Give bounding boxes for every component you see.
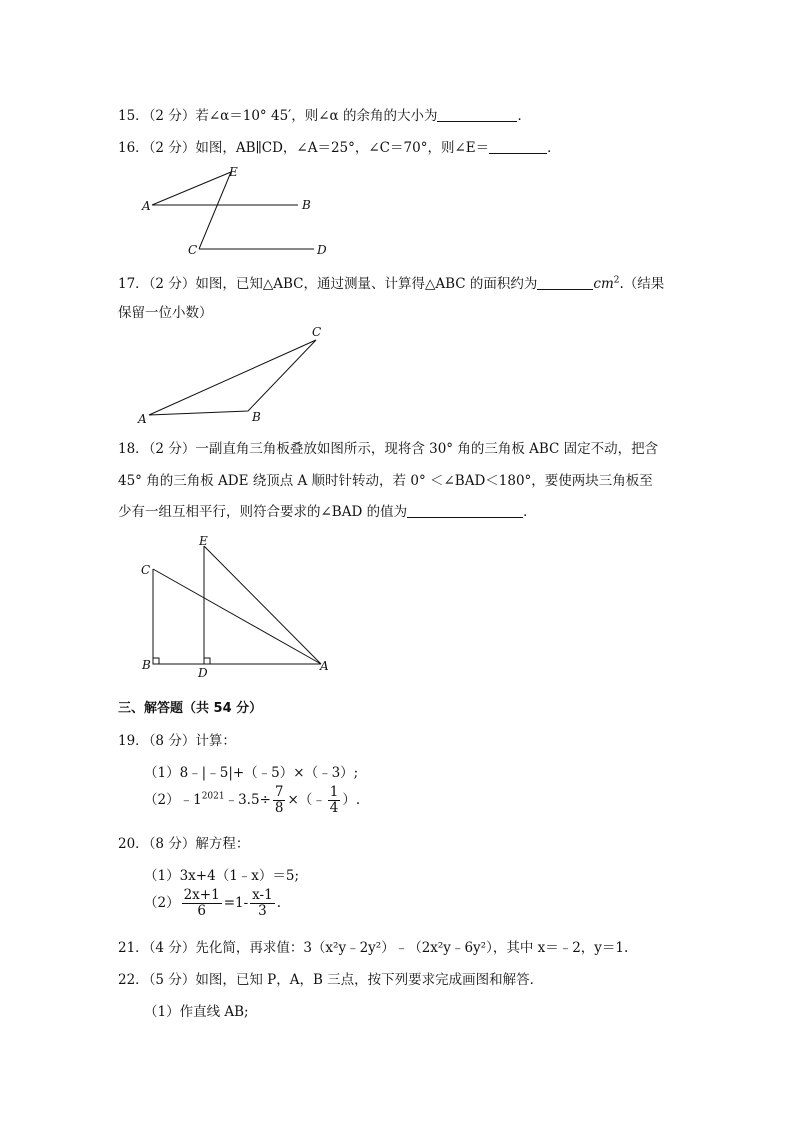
q16-figure xyxy=(136,160,346,260)
q19-p2-mid: ﹣3.5÷ xyxy=(224,792,271,808)
question-18-line3 xyxy=(118,500,537,520)
q15-score: （2 分） xyxy=(148,108,196,124)
q19-score: （8 分） xyxy=(148,733,196,749)
frac1-numerator: 7 xyxy=(274,784,284,800)
q20-part2 xyxy=(144,888,281,919)
q19-part1: （1）8﹣|﹣5|+（﹣5）×（﹣3）; xyxy=(144,765,359,781)
right-angle-mark-d xyxy=(204,658,210,664)
label-c: C xyxy=(188,243,198,257)
q15-answer-blank xyxy=(437,107,517,122)
q19-p2-suffix: ）. xyxy=(342,792,361,808)
triangle-abc xyxy=(149,340,316,415)
q18-score: （2 分） xyxy=(148,441,196,457)
q16-number: 16． xyxy=(118,140,149,156)
q21-score: （4 分） xyxy=(148,940,196,956)
q16-text-end: ． xyxy=(547,140,561,156)
label-e: E xyxy=(229,165,238,179)
question-22 xyxy=(118,968,543,988)
q16-score: （2 分） xyxy=(148,140,196,156)
q20-p2-mid: =1- xyxy=(223,895,249,911)
q15-text-end: ． xyxy=(517,108,531,124)
q17-text-end: .（结果 xyxy=(619,276,665,292)
frac1-denominator: 6 xyxy=(197,903,206,919)
question-19 xyxy=(118,729,236,749)
q19-text: 计算： xyxy=(195,733,236,749)
q20-score: （8 分） xyxy=(148,836,196,852)
frac1-denominator: 8 xyxy=(274,800,284,816)
q18-line2: 45° 角的三角板 ADE 绕顶点 A 顺时针转动，若 0° ＜∠BAD＜180°，要使两块三角板至 xyxy=(118,473,653,489)
question-21 xyxy=(118,936,628,956)
q16-text: 如图，AB∥CD，∠A＝25°，∠C＝70°，则∠E＝ xyxy=(195,140,490,156)
q19-part2 xyxy=(144,785,360,816)
label-a: A xyxy=(320,659,329,673)
q20-p2-suffix: . xyxy=(276,895,281,911)
q18-number: 18． xyxy=(118,441,149,457)
frac2-denominator: 4 xyxy=(329,800,339,816)
label-c: C xyxy=(312,325,322,339)
question-20 xyxy=(118,832,249,852)
label-b: B xyxy=(142,658,151,672)
frac2-numerator: x-1 xyxy=(252,887,273,903)
q22-number: 22． xyxy=(118,972,149,988)
label-b: B xyxy=(252,410,261,424)
q17-score: （2 分） xyxy=(148,276,196,292)
frac1-numerator: 2x+1 xyxy=(183,887,220,903)
q17-unit-power: 2 xyxy=(613,275,620,286)
q17-unit: cm xyxy=(593,276,614,292)
q20-fraction-2 xyxy=(250,888,275,919)
q16-answer-blank xyxy=(489,139,547,154)
frac2-numerator: 1 xyxy=(329,784,339,800)
q18-text-line1: 一副直角三角板叠放如图所示，现将含 30° 角的三角板 ABC 固定不动，把含 xyxy=(195,441,659,457)
question-17 xyxy=(118,272,664,292)
question-15 xyxy=(118,104,531,124)
q19-p2-exponent: 2021 xyxy=(201,791,225,802)
label-a: A xyxy=(138,412,147,426)
line-ea xyxy=(204,546,321,664)
q19-p2-times: ×（﹣ xyxy=(287,792,326,808)
frac2-denominator: 3 xyxy=(258,903,267,919)
q19-p2-prefix: （2）﹣1 xyxy=(144,792,202,808)
q19-fraction-2 xyxy=(328,785,341,816)
q20-part1: （1）3x+4（1﹣x）＝5; xyxy=(144,868,300,884)
q19-number: 19． xyxy=(118,733,149,749)
q19-fraction-1 xyxy=(273,785,286,816)
q17-text: 如图，已知△ABC，通过测量、计算得△ABC 的面积约为 xyxy=(195,276,538,292)
q20-p2-prefix: （2） xyxy=(144,895,180,911)
q18-answer-blank xyxy=(407,503,523,518)
question-16 xyxy=(118,136,561,156)
line-ca xyxy=(153,569,321,664)
q18-text-line3: 少有一组互相平行，则符合要求的∠BAD 的值为 xyxy=(118,504,408,520)
label-d: D xyxy=(198,666,208,680)
q15-text: 若∠α＝10° 45′，则∠α 的余角的大小为 xyxy=(195,108,438,124)
q21-text: 先化简，再求值：3（x²y﹣2y²）﹣（2x²y﹣6y²），其中 x＝﹣2，y＝1. xyxy=(195,940,629,956)
q21-number: 21． xyxy=(118,940,149,956)
q17-line2: 保留一位小数） xyxy=(118,305,213,321)
q15-number: 15． xyxy=(118,108,149,124)
q22-part1: （1）作直线 AB; xyxy=(144,1004,249,1020)
q20-text: 解方程： xyxy=(195,836,250,852)
q22-text: 如图，已知 P，A，B 三点，按下列要求完成画图和解答． xyxy=(195,972,544,988)
label-d: D xyxy=(317,243,327,257)
q18-figure xyxy=(136,530,346,680)
right-angle-mark-b xyxy=(153,658,159,664)
q20-fraction-1 xyxy=(182,888,222,919)
section-3-title: 三、解答题（共 54 分） xyxy=(118,701,263,716)
q17-figure xyxy=(136,322,336,427)
q18-text-end: ． xyxy=(523,504,537,520)
label-c: C xyxy=(141,563,151,577)
q17-number: 17． xyxy=(118,276,149,292)
q17-answer-blank xyxy=(537,275,593,290)
question-18-line1 xyxy=(118,437,658,457)
q20-number: 20． xyxy=(118,836,149,852)
label-a: A xyxy=(142,199,151,213)
label-b: B xyxy=(302,198,311,212)
q22-score: （5 分） xyxy=(148,972,196,988)
label-e: E xyxy=(199,534,208,548)
